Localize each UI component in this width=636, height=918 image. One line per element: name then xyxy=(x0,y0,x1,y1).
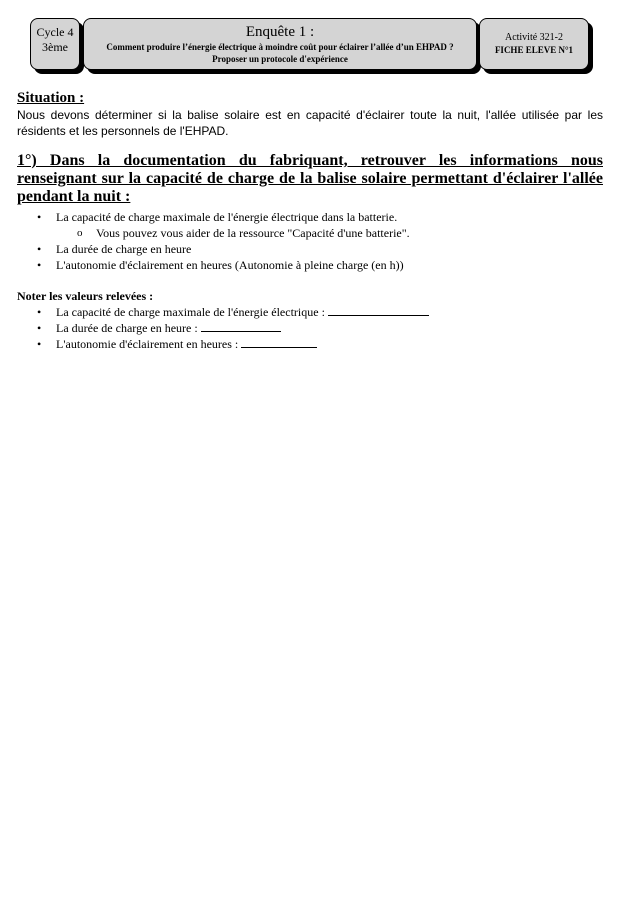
cycle-box xyxy=(30,18,80,70)
list-item xyxy=(56,320,603,336)
list-item: o Vous pouvez vous aider de la ressource "Capacité d'une batterie". xyxy=(96,225,603,241)
cycle-label: Cycle 4 xyxy=(36,25,74,39)
grade-label: 3ème xyxy=(42,40,68,54)
info-list xyxy=(17,209,603,273)
situation-heading: Situation : xyxy=(17,90,85,106)
note-label-autonomy: L'autonomie d'éclairement en heures : xyxy=(56,337,242,351)
note-label-capacity: La capacité de charge maximale de l'énergie électrique : xyxy=(56,305,328,319)
document-body xyxy=(17,89,603,352)
activity-box xyxy=(479,18,589,70)
list-item: • L'autonomie d'éclairement en heures (Autonomie à pleine charge (en h)) xyxy=(56,257,603,273)
list-item xyxy=(56,209,603,241)
answer-blank-autonomy[interactable] xyxy=(241,336,317,348)
page-subtitle: Comment produire l’énergie électrique à moindre coût pour éclairer l’allée d’un EHPAD ? xyxy=(106,42,454,52)
title-box xyxy=(83,18,477,70)
sub-list xyxy=(56,225,603,241)
sheet-label: FICHE ELEVE N°1 xyxy=(494,45,574,55)
list-item xyxy=(56,336,603,352)
list-item xyxy=(56,304,603,320)
page-title: Enquête 1 : xyxy=(245,24,315,40)
activity-label: Activité 321-2 xyxy=(504,32,564,43)
note-label-duration: La durée de charge en heure : xyxy=(56,321,201,335)
protocol-label: Proposer un protocole d'expérience xyxy=(212,54,348,64)
answer-blank-duration[interactable] xyxy=(201,320,281,332)
section1-heading: 1°) Dans la documentation du fabriquant, retrouver les informations nous renseignant sur la capacité de charge de la balise solaire permettant d'éclairer l'allée pendant la nuit : xyxy=(17,152,603,205)
notes-heading: Noter les valeurs relevées : xyxy=(17,289,154,303)
answer-blank-capacity[interactable] xyxy=(328,304,429,316)
notes-list xyxy=(17,304,603,352)
list-item: • La durée de charge en heure xyxy=(56,241,603,257)
situation-text: Nous devons déterminer si la balise solaire est en capacité d'éclairer toute la nuit, l'allée utilisée par les résidents et les personnels de l'EHPAD. xyxy=(17,108,603,138)
list-item-text: La capacité de charge maximale de l'énergie électrique dans la batterie. xyxy=(56,210,398,224)
